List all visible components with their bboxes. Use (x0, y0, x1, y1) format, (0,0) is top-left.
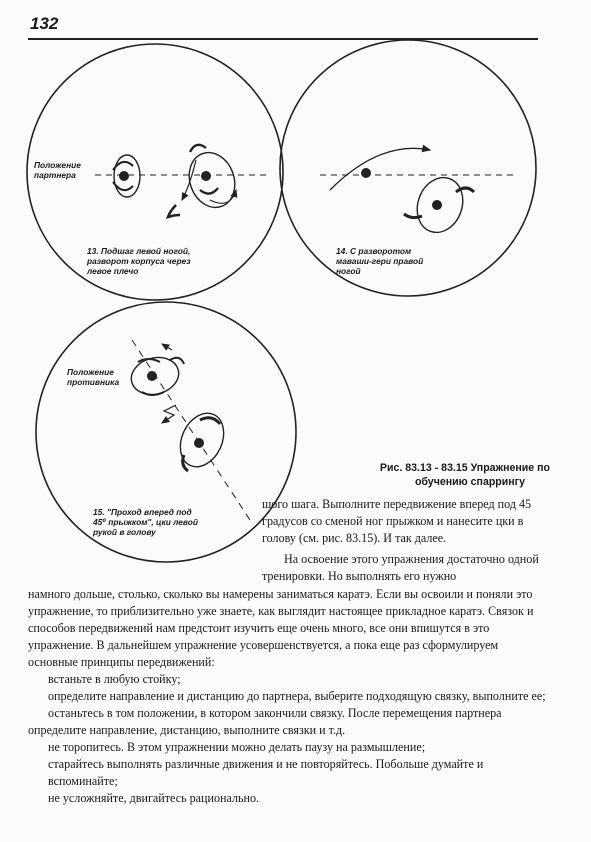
page-number: 132 (30, 14, 59, 33)
list-item: определите направление и дистанцию до партнера, выберите подходящую связку, выполните ее; (48, 689, 546, 703)
figure-caption (300, 461, 550, 489)
panel-15-opponent-label: Положение противника (67, 367, 120, 387)
panel-13-partner-label: Положение партнера (34, 160, 81, 180)
panel-13-caption: 13. Подшаг левой ногой, разворот корпуса через левое плечо (87, 246, 191, 276)
list-item: встаньте в любую стойку; (48, 672, 181, 686)
list-item: не усложняйте, двигайтесь рационально. (48, 791, 260, 805)
figure-caption-line1: Рис. 83.13 - 83.15 Упражнение по (379, 462, 550, 474)
text-right-column (262, 496, 546, 585)
text-full-width (28, 586, 548, 807)
list-item: останьтесь в том положении, в котором закончили связку. После перемещения партнера (48, 706, 502, 720)
panel-14-caption: 14. С разворотом маваши-гери правой ногой (336, 246, 424, 276)
list-item: определите направление, дистанцию, выполните связки и т.д. (28, 723, 346, 737)
paragraph-2-rest: намного дольше, столько, сколько вы намерены заниматься каратэ. Если вы освоили и поняли это упражнение, то приблизительно уже знаете, как выглядит настоящее прикладное каратэ. Связок и способов передвижений нам предстоит изучить еще очень много, все они впишутся в это упражнение. В дальнейшем упражнение усовершенствуется, а пока еще раз сформулируем основные принципы передвижений: (28, 587, 534, 669)
paragraph-2-start: На освоение этого упражнения достаточно одной тренировки. Но выполнять его нужно (262, 552, 539, 583)
list-item: не торопитесь. В этом упражнении можно делать паузу на размышление; (48, 740, 426, 754)
panel-15-caption: 15. "Проход вперед под 45⁰ прыжком", цки левой рукой в голову (93, 507, 198, 537)
figure-caption-line2: обучению спаррингу (414, 476, 525, 488)
paragraph-1: шого шага. Выполните передвижение вперед под 45 градусов со сменой ног прыжком и нанесите цки в голову (см. рис. 83.15). И так далее. (262, 497, 532, 545)
list-item: старайтесь выполнять различные движения и не повторяйтесь. Побольше думайте и вспоминайте; (48, 757, 484, 788)
